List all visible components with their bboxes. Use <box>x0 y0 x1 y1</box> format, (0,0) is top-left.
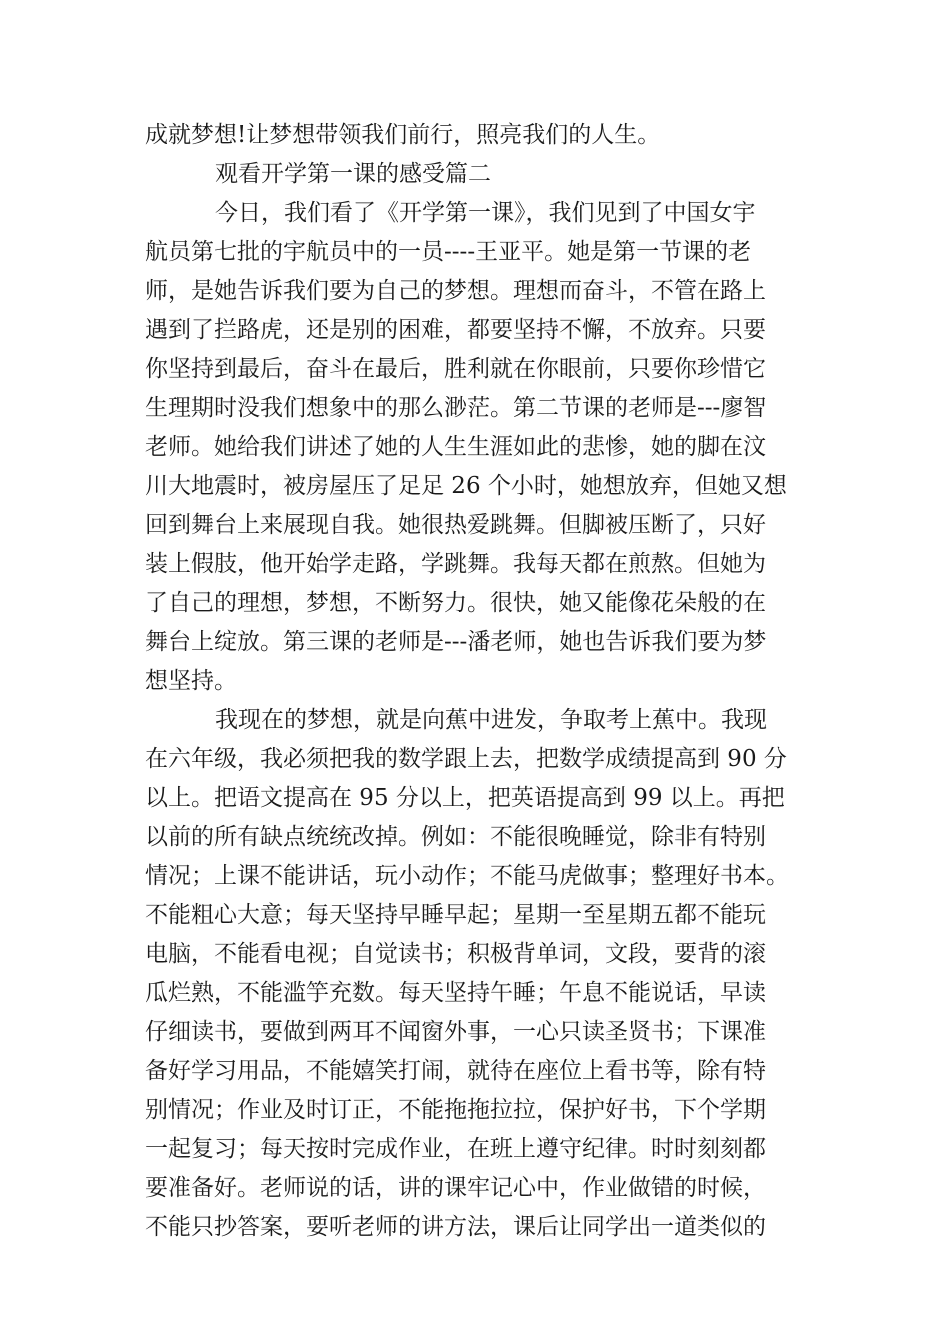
text-line: 老师。她给我们讲述了她的人生生涯如此的悲惨，她的脚在汶 <box>145 434 766 460</box>
text-line: 回到舞台上来展现自我。她很热爱跳舞。但脚被压断了，只好 <box>145 512 766 538</box>
text-line: 情况；上课不能讲话，玩小动作；不能马虎做事；整理好书本。 <box>145 863 789 889</box>
document-page <box>145 116 805 1247</box>
paragraph-first-line: 我现在的梦想，就是向蕉中进发，争取考上蕉中。我现 <box>215 707 767 733</box>
text-line: 你坚持到最后，奋斗在最后，胜利就在你眼前，只要你珍惜它 <box>145 356 766 382</box>
text-line: 电脑，不能看电视；自觉读书；积极背单词，文段，要背的滚 <box>145 941 766 967</box>
text-line: 舞台上绽放。第三课的老师是---潘老师，她也告诉我们要为梦 <box>145 629 767 655</box>
text-line: 别情况；作业及时订正，不能拖拖拉拉，保护好书，下个学期 <box>145 1097 766 1123</box>
section-heading: 观看开学第一课的感受篇二 <box>215 161 491 187</box>
text-line: 不能粗心大意；每天坚持早睡早起；星期一至星期五都不能玩 <box>145 902 766 928</box>
text-line: 遇到了拦路虎，还是别的困难，都要坚持不懈，不放弃。只要 <box>145 317 766 343</box>
text-line: 装上假肢，他开始学走路，学跳舞。我每天都在煎熬。但她为 <box>145 551 766 577</box>
text-line: 航员第七批的宇航员中的一员----王亚平。她是第一节课的老 <box>145 239 752 265</box>
text-line: 以前的所有缺点统统改掉。例如：不能很晚睡觉，除非有特别 <box>145 824 766 850</box>
text-line: 想坚持。 <box>145 668 237 694</box>
text-line: 了自己的理想，梦想，不断努力。很快，她又能像花朵般的在 <box>145 590 766 616</box>
paragraph-first-line: 今日，我们看了《开学第一课》，我们见到了中国女宇 <box>215 200 756 226</box>
text-line: 师，是她告诉我们要为自己的梦想。理想而奋斗，不管在路上 <box>145 278 766 304</box>
text-line: 一起复习；每天按时完成作业，在班上遵守纪律。时时刻刻都 <box>145 1136 766 1162</box>
text-line: 成就梦想!让梦想带领我们前行，照亮我们的人生。 <box>145 122 661 148</box>
text-line: 不能只抄答案，要听老师的讲方法，课后让同学出一道类似的 <box>145 1214 766 1240</box>
text-line: 在六年级，我必须把我的数学跟上去，把数学成绩提高到 90 分 <box>145 746 787 772</box>
text-line: 川大地震时，被房屋压了足足 26 个小时，她想放弃，但她又想 <box>145 473 787 499</box>
text-line: 生理期时没我们想象中的那么渺茫。第二节课的老师是---廖智 <box>145 395 767 421</box>
text-line: 以上。把语文提高在 95 分以上，把英语提高到 99 以上。再把 <box>145 785 785 811</box>
text-line: 要准备好。老师说的话，讲的课牢记心中，作业做错的时候， <box>145 1175 766 1201</box>
text-line: 仔细读书，要做到两耳不闻窗外事，一心只读圣贤书；下课准 <box>145 1019 766 1045</box>
text-line: 备好学习用品，不能嬉笑打闹，就待在座位上看书等，除有特 <box>145 1058 766 1084</box>
text-line: 瓜烂熟，不能滥竽充数。每天坚持午睡；午息不能说话，早读 <box>145 980 766 1006</box>
